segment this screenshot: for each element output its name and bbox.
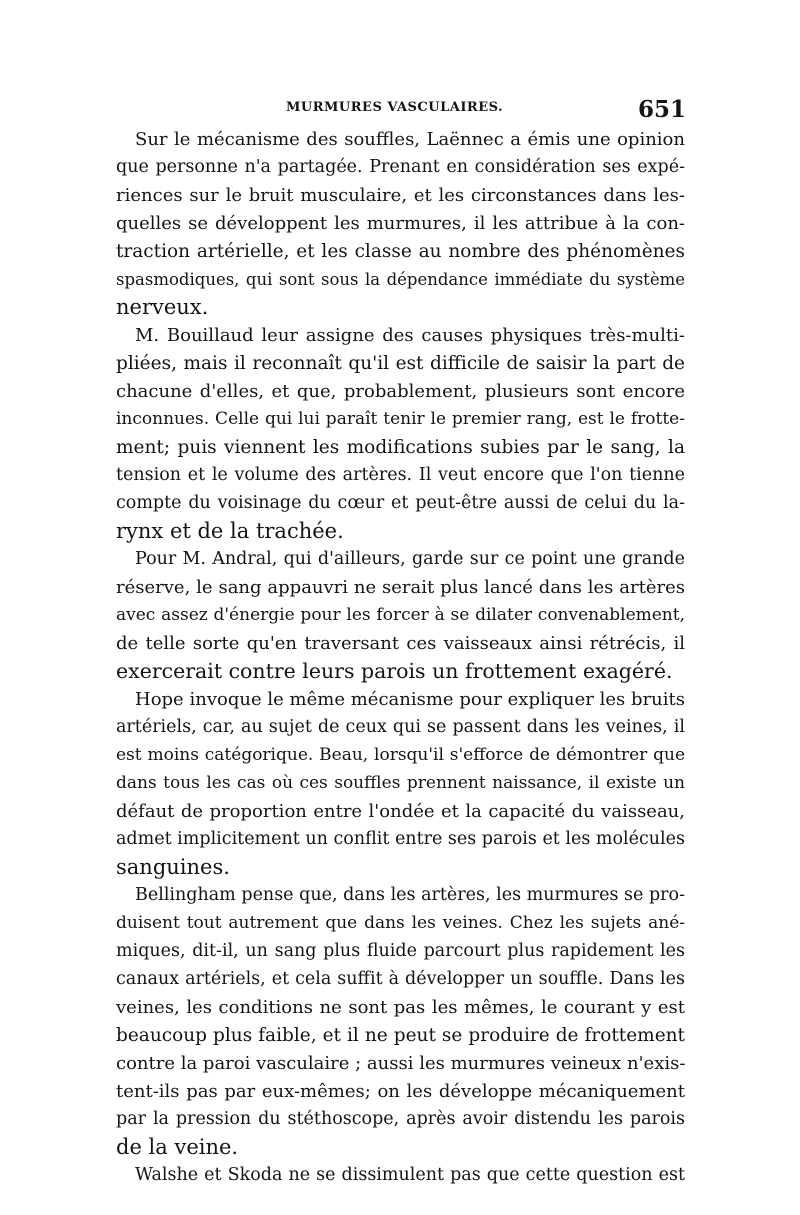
text-line: beaucoup plus faible, et il ne peut se produire de frottement <box>116 1025 685 1046</box>
text-line: réserve, le sang appauvri ne serait plus lancé dans les artères <box>116 577 685 598</box>
text-line: artériels, car, au sujet de ceux qui se passent dans les veines, il <box>116 717 685 737</box>
text-line: Bellingham pense que, dans les artères, les murmures se pro- <box>135 885 685 905</box>
text-line: avec assez d'énergie pour les forcer à se dilater convenablement, <box>116 605 685 625</box>
text-line: nerveux. <box>116 295 209 319</box>
text-line: M. Bouillaud leur assigne des causes physiques très-multi- <box>135 325 685 346</box>
text-line: traction artérielle, et les classe au nombre des phénomènes <box>116 241 685 262</box>
text-line: inconnues. Celle qui lui paraît tenir le premier rang, est le frotte- <box>116 409 685 429</box>
running-head <box>116 96 686 126</box>
text-line: contre la paroi vasculaire ; aussi les murmures veineux n'exis- <box>116 1053 686 1074</box>
text-line: rynx et de la trachée. <box>116 519 344 543</box>
text-line: Sur le mécanisme des souffles, Laënnec a émis une opinion <box>135 129 685 150</box>
text-line: tent-ils pas par eux-mêmes; on les développe mécaniquement <box>116 1081 685 1102</box>
text-line: défaut de proportion entre l'ondée et la capacité du vaisseau, <box>116 801 685 822</box>
text-line: veines, les conditions ne sont pas les mêmes, le courant y est <box>116 997 685 1018</box>
text-line: Walshe et Skoda ne se dissimulent pas que cette question est <box>135 1165 685 1185</box>
text-line: dans tous les cas où ces souffles prennent naissance, il existe un <box>116 773 685 793</box>
text-line: que personne n'a partagée. Prenant en considération ses expé- <box>116 157 685 177</box>
text-line: spasmodiques, qui sont sous la dépendance immédiate du système <box>116 270 685 289</box>
text-line: par la pression du stéthoscope, après avoir distendu les parois <box>116 1109 685 1129</box>
text-line: sanguines. <box>116 855 230 879</box>
text-line: admet implicitement un conflit entre ses parois et les molécules <box>116 829 685 849</box>
text-line: compte du voisinage du cœur et peut-être aussi de celui du la- <box>116 493 685 513</box>
page-number: 651 <box>637 96 686 123</box>
text-line: Pour M. Andral, qui d'ailleurs, garde sur ce point une grande <box>135 549 685 569</box>
text-line: pliées, mais il reconnaît qu'il est difficile de saisir la part de <box>116 353 685 374</box>
text-line: Hope invoque le même mécanisme pour expliquer les bruits <box>135 689 685 710</box>
text-line: quelles se développent les murmures, il les attribue à la con- <box>116 213 685 234</box>
running-title: MURMURES VASCULAIRES. <box>286 100 504 115</box>
text-line: de la veine. <box>116 1135 239 1159</box>
text-line: duisent tout autrement que dans les veines. Chez les sujets ané- <box>116 913 685 933</box>
text-line: est moins catégorique. Beau, lorsqu'il s'efforce de démontrer que <box>116 745 685 765</box>
text-line: ment; puis viennent les modifications subies par le sang, la <box>116 437 685 458</box>
text-line: tension et le volume des artères. Il veut encore que l'on tienne <box>116 465 685 485</box>
text-line: canaux artériels, et cela suffit à développer un souffle. Dans les <box>116 969 685 989</box>
text-line: chacune d'elles, et que, probablement, plusieurs sont encore <box>116 381 685 402</box>
text-line: exercerait contre leurs parois un frottement exagéré. <box>116 659 673 683</box>
text-line: de telle sorte qu'en traversant ces vaisseaux ainsi rétrécis, il <box>116 633 685 654</box>
text-line: miques, dit-il, un sang plus fluide parcourt plus rapidement les <box>116 941 685 961</box>
text-line: riences sur le bruit musculaire, et les circonstances dans les- <box>116 185 685 206</box>
